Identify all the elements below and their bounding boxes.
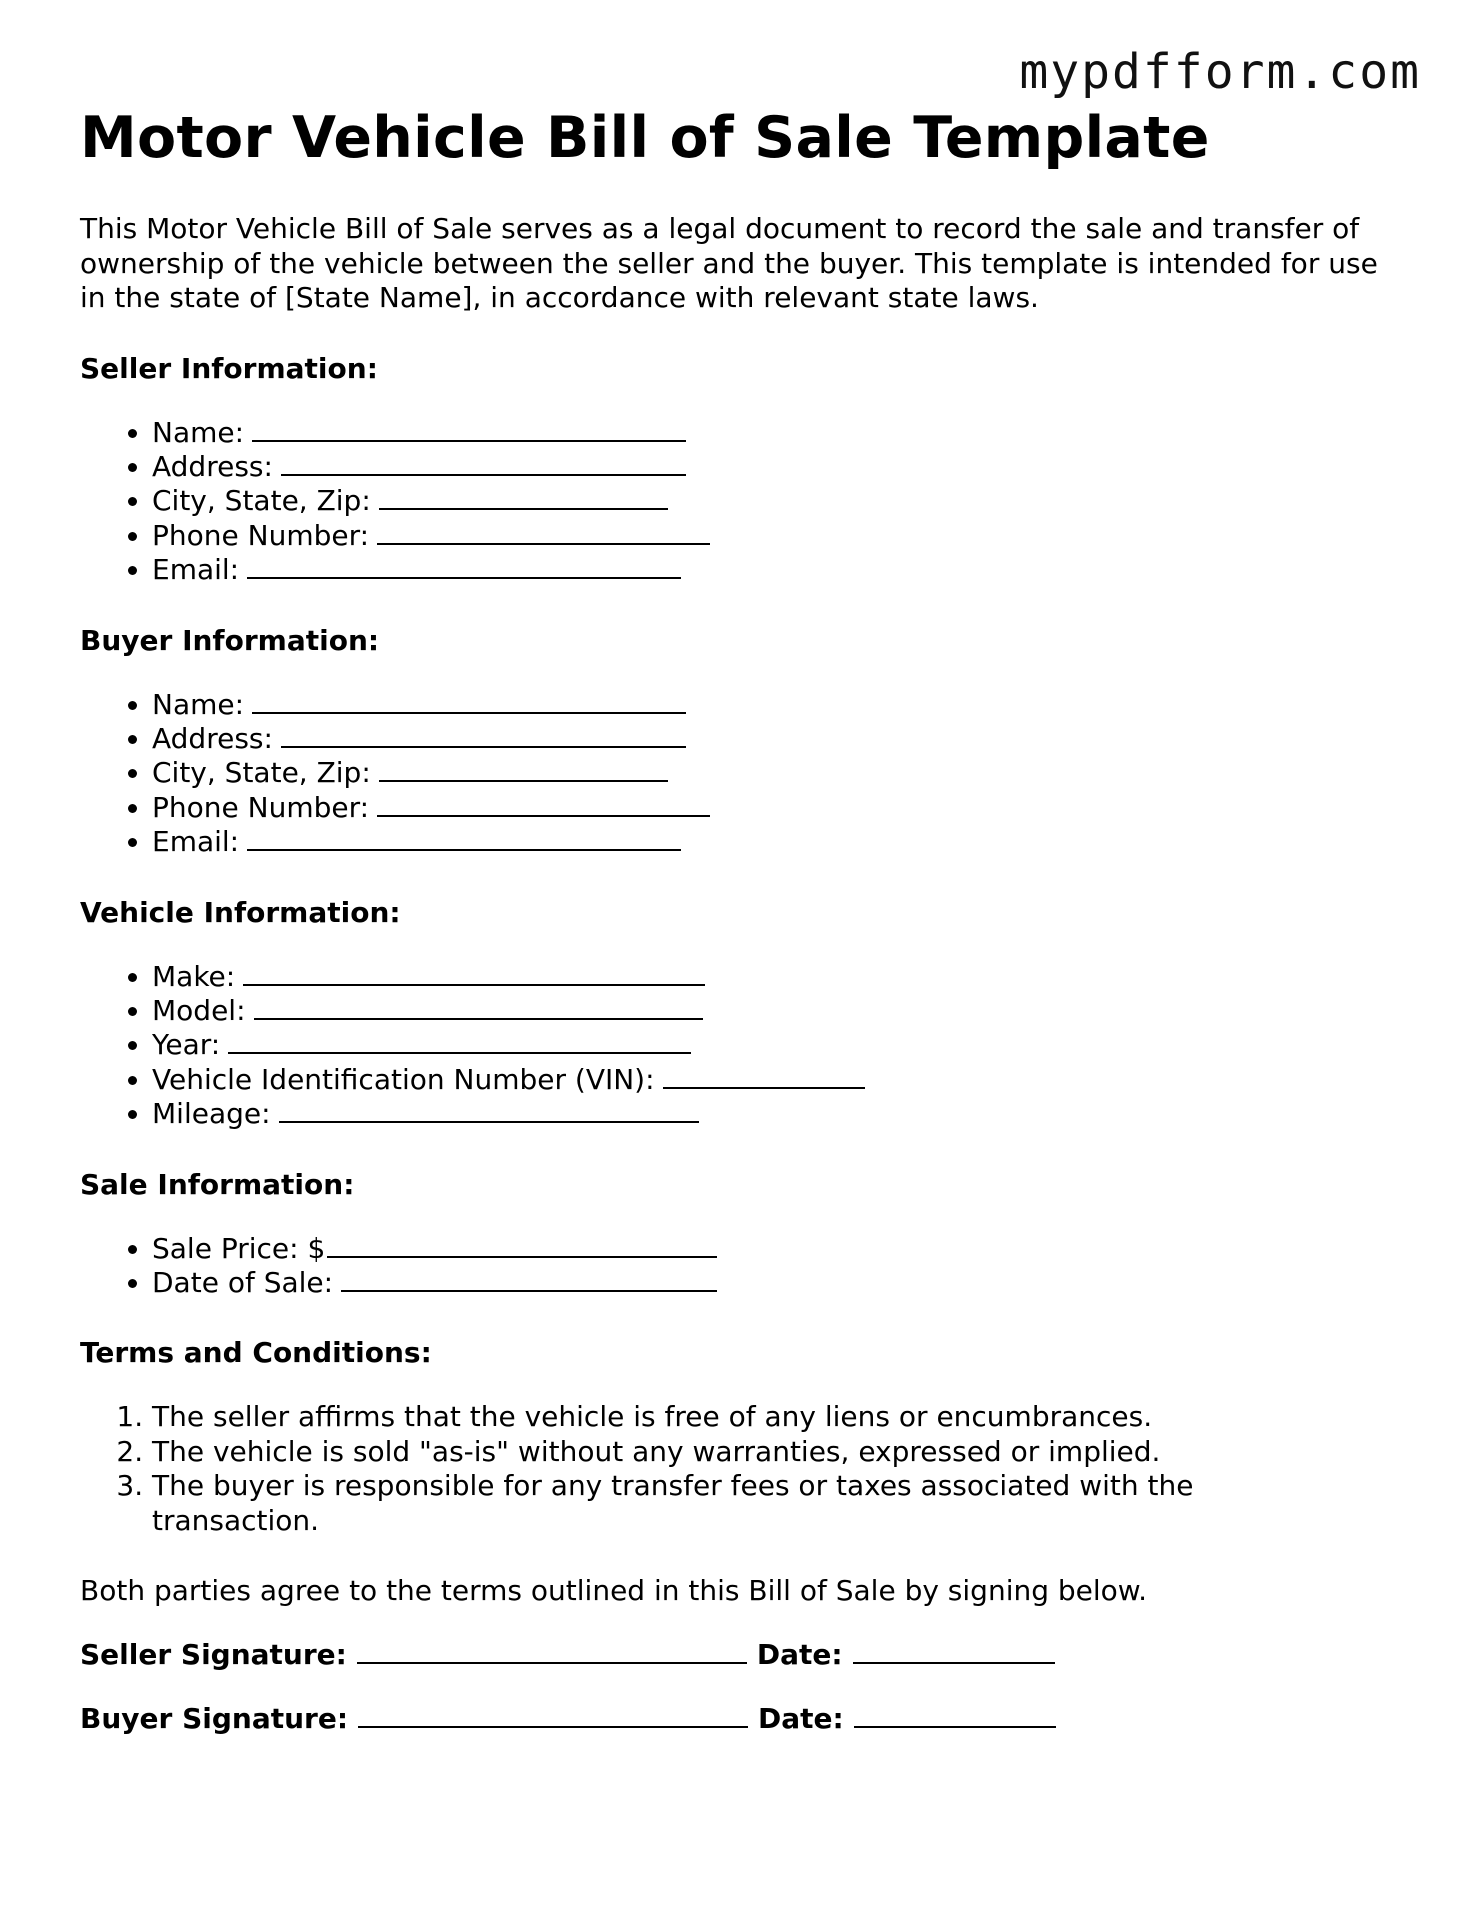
field-label: Year: <box>152 1028 221 1062</box>
field-label: City, State, Zip: <box>152 756 371 790</box>
buyer-address-field <box>152 722 1400 756</box>
vehicle-field-list <box>80 960 1400 1132</box>
seller-city-state-zip-blank[interactable] <box>379 484 668 510</box>
field-label: Email: <box>152 553 240 587</box>
field-label: Address: <box>152 449 273 483</box>
field-label: Mileage: <box>152 1097 271 1131</box>
field-label: Address: <box>152 721 273 755</box>
seller-phone-field <box>152 519 1400 553</box>
field-label: Make: <box>152 959 236 993</box>
seller-email-blank[interactable] <box>247 553 681 579</box>
sale-price-field <box>152 1232 1400 1266</box>
field-label: Date of Sale: <box>152 1266 334 1299</box>
terms-list <box>80 1400 1400 1538</box>
sale-section-heading: Sale Information: <box>80 1167 355 1201</box>
buyer-signature-blank[interactable] <box>358 1702 748 1728</box>
field-label: Sale Price: $ <box>152 1231 326 1265</box>
page-title: Motor Vehicle Bill of Sale Template <box>80 105 1210 171</box>
buyer-section-heading: Buyer Information: <box>80 623 380 657</box>
sale-price-blank[interactable] <box>327 1232 717 1258</box>
sale-date-blank[interactable] <box>341 1266 717 1292</box>
terms-item: 2. The vehicle is sold "as-is" without any warranties, expressed or implied. <box>152 1435 1400 1469</box>
terms-item: 3. The buyer is responsible for any transfer fees or taxes associated with the transaction. <box>152 1469 1232 1538</box>
closing-statement: Both parties agree to the terms outlined in this Bill of Sale by signing below. <box>80 1574 1148 1608</box>
vehicle-mileage-field <box>152 1097 1400 1131</box>
buyer-city-state-zip-field <box>152 756 1400 790</box>
document-page <box>80 100 1400 1736</box>
field-label: Vehicle Identification Number (VIN): <box>152 1062 655 1096</box>
vehicle-make-field <box>152 960 1400 994</box>
seller-address-field <box>152 450 1400 484</box>
buyer-field-list <box>80 688 1400 860</box>
sale-date-field <box>152 1266 1400 1300</box>
buyer-phone-blank[interactable] <box>377 791 710 817</box>
vehicle-year-field <box>152 1028 1400 1062</box>
vehicle-mileage-blank[interactable] <box>279 1097 699 1123</box>
seller-signature-row <box>80 1638 1400 1672</box>
seller-section-heading: Seller Information: <box>80 351 378 385</box>
seller-city-state-zip-field <box>152 484 1400 518</box>
vehicle-vin-field <box>152 1063 1400 1097</box>
buyer-date-label: Date: <box>758 1702 844 1736</box>
seller-signature-label: Seller Signature: <box>80 1638 347 1672</box>
field-label: Name: <box>152 687 245 721</box>
vehicle-year-blank[interactable] <box>228 1028 691 1054</box>
buyer-email-blank[interactable] <box>247 825 681 851</box>
buyer-email-field <box>152 825 1400 859</box>
field-label: City, State, Zip: <box>152 484 371 518</box>
field-label: Name: <box>152 415 245 449</box>
vehicle-make-blank[interactable] <box>243 960 705 986</box>
terms-section-heading: Terms and Conditions: <box>80 1336 432 1370</box>
buyer-phone-field <box>152 791 1400 825</box>
vehicle-model-field <box>152 994 1400 1028</box>
buyer-address-blank[interactable] <box>281 722 686 748</box>
seller-date-label: Date: <box>756 1638 843 1672</box>
seller-field-list <box>80 416 1400 588</box>
seller-name-blank[interactable] <box>252 416 686 442</box>
field-label: Model: <box>152 993 246 1027</box>
buyer-date-blank[interactable] <box>854 1702 1056 1728</box>
site-watermark: mypdfform.com <box>1019 44 1421 100</box>
field-label: Email: <box>152 825 240 859</box>
buyer-name-field <box>152 688 1400 722</box>
buyer-city-state-zip-blank[interactable] <box>379 756 668 782</box>
field-label: Phone Number: <box>152 790 370 824</box>
vehicle-section-heading: Vehicle Information: <box>80 895 401 929</box>
seller-email-field <box>152 553 1400 587</box>
seller-date-blank[interactable] <box>853 1638 1055 1664</box>
seller-phone-blank[interactable] <box>377 519 710 545</box>
seller-name-field <box>152 416 1400 450</box>
buyer-name-blank[interactable] <box>252 688 686 714</box>
terms-item: 1. The seller affirms that the vehicle is free of any liens or encumbrances. <box>152 1400 1400 1434</box>
vehicle-vin-blank[interactable] <box>663 1063 865 1089</box>
vehicle-model-blank[interactable] <box>254 994 703 1020</box>
seller-address-blank[interactable] <box>281 450 686 476</box>
sale-field-list <box>80 1232 1400 1301</box>
field-label: Phone Number: <box>152 518 370 552</box>
intro-paragraph: This Motor Vehicle Bill of Sale serves as a legal document to record the sale and transfer of ownership of the vehicle between the seller and the buyer. This template is intended for use in the state of [State Name], in accordance with relevant state laws. <box>80 212 1378 314</box>
buyer-signature-label: Buyer Signature: <box>80 1702 349 1736</box>
seller-signature-blank[interactable] <box>357 1638 747 1664</box>
buyer-signature-row <box>80 1702 1400 1736</box>
